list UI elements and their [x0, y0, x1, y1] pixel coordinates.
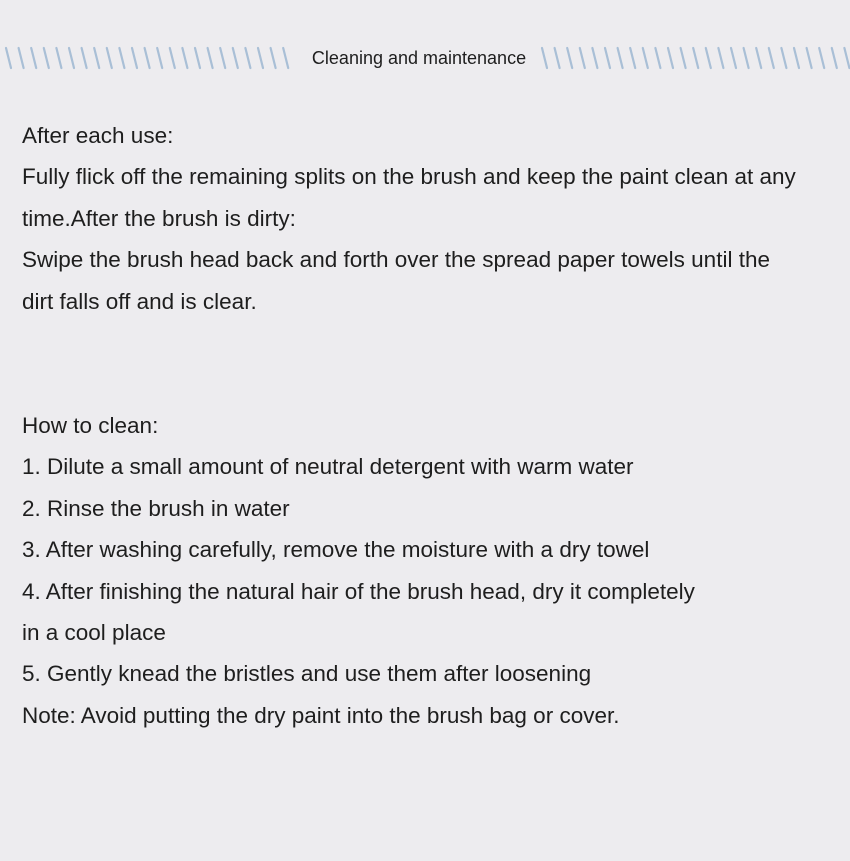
- hatch-stroke: [44, 48, 49, 68]
- hatch-stroke: [744, 48, 749, 68]
- hatch-stroke: [693, 48, 698, 68]
- hatch-stroke: [706, 48, 711, 68]
- hatch-stroke: [756, 48, 761, 68]
- after-use-text-line: Swipe the brush head back and forth over the spread paper towels until the: [22, 247, 770, 273]
- step-2: 2. Rinse the brush in water: [22, 495, 290, 521]
- after-use-text-line: time.After the brush is dirty:: [22, 205, 296, 231]
- hatch-stroke: [555, 48, 560, 68]
- hatch-decoration-left: [0, 42, 296, 74]
- hatch-stroke: [668, 48, 673, 68]
- step-3: 3. After washing carefully, remove the moisture with a dry towel: [22, 537, 650, 563]
- hatch-stroke: [807, 48, 812, 68]
- step-4-continued: in a cool place: [22, 620, 166, 646]
- section-header: [0, 40, 850, 76]
- hatch-stroke: [107, 48, 112, 68]
- hatch-stroke: [145, 48, 150, 68]
- hatch-stroke: [592, 48, 597, 68]
- hatch-stroke: [542, 48, 547, 68]
- hatch-stroke: [271, 48, 276, 68]
- hatch-stroke: [94, 48, 99, 68]
- hatch-stroke: [731, 48, 736, 68]
- hatch-stroke: [182, 48, 187, 68]
- after-use-heading: After each use:: [22, 123, 174, 148]
- hatch-stroke: [119, 48, 124, 68]
- hatch-stroke: [567, 48, 572, 68]
- after-use-section: [22, 115, 842, 322]
- hatch-stroke: [170, 48, 175, 68]
- hatch-stroke: [6, 48, 11, 68]
- section-title: Cleaning and maintenance: [311, 48, 527, 68]
- hatch-stroke: [769, 48, 774, 68]
- hatch-stroke: [132, 48, 137, 68]
- hatch-stroke: [819, 48, 824, 68]
- hatch-stroke: [245, 48, 250, 68]
- hatch-stroke: [643, 48, 648, 68]
- hatch-stroke: [258, 48, 263, 68]
- hatch-stroke: [630, 48, 635, 68]
- hatch-stroke: [82, 48, 87, 68]
- hatch-stroke: [832, 48, 837, 68]
- how-to-clean-section: [22, 405, 842, 736]
- hatch-stroke: [69, 48, 74, 68]
- hatch-stroke: [655, 48, 660, 68]
- step-4: 4. After finishing the natural hair of the brush head, dry it completely: [22, 578, 695, 604]
- note-text: Note: Avoid putting the dry paint into the brush bag or cover.: [22, 702, 620, 728]
- hatch-stroke: [220, 48, 225, 68]
- hatch-stroke: [157, 48, 162, 68]
- hatch-stroke: [233, 48, 238, 68]
- hatch-stroke: [605, 48, 610, 68]
- hatch-stroke: [208, 48, 213, 68]
- after-use-text-line: dirt falls off and is clear.: [22, 288, 257, 314]
- hatch-stroke: [56, 48, 61, 68]
- hatch-stroke: [781, 48, 786, 68]
- hatch-stroke: [794, 48, 799, 68]
- after-use-text-line: Fully flick off the remaining splits on the brush and keep the paint clean at any: [22, 164, 796, 190]
- hatch-stroke: [283, 48, 288, 68]
- hatch-decoration-right: [538, 42, 850, 74]
- hatch-stroke: [31, 48, 36, 68]
- hatch-stroke: [618, 48, 623, 68]
- hatch-stroke: [718, 48, 723, 68]
- step-1: 1. Dilute a small amount of neutral detergent with warm water: [22, 454, 634, 480]
- hatch-stroke: [681, 48, 686, 68]
- how-to-clean-heading: How to clean:: [22, 413, 159, 438]
- hatch-stroke: [195, 48, 200, 68]
- hatch-stroke: [580, 48, 585, 68]
- step-5: 5. Gently knead the bristles and use them after loosening: [22, 661, 592, 687]
- hatch-stroke: [19, 48, 24, 68]
- hatch-stroke: [844, 48, 849, 68]
